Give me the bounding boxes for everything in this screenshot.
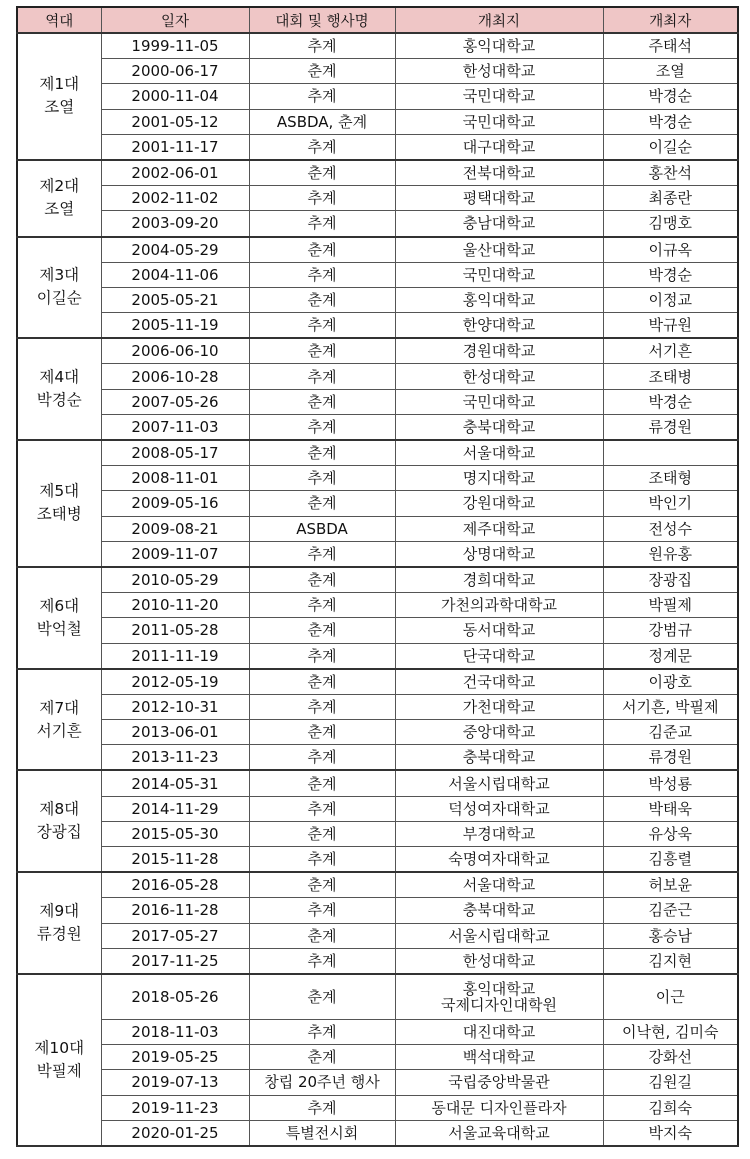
host-cell: 김준근 bbox=[603, 898, 738, 923]
date-cell: 2009-11-07 bbox=[101, 541, 249, 567]
venue-cell bbox=[395, 898, 603, 923]
venue-line: 서울교육대학교 bbox=[448, 1123, 550, 1142]
venue-line: 제주대학교 bbox=[462, 519, 536, 538]
event-cell: 추계 bbox=[249, 313, 395, 339]
venue-cell bbox=[395, 338, 603, 364]
venue-line: 울산대학교 bbox=[462, 240, 536, 259]
date-cell: 2019-07-13 bbox=[101, 1070, 249, 1095]
table-row bbox=[17, 948, 738, 974]
venue-line: 충북대학교 bbox=[462, 901, 536, 920]
era-number: 제6대 bbox=[39, 596, 80, 615]
host-cell: 조태병 bbox=[603, 364, 738, 389]
host-cell: 홍찬석 bbox=[603, 160, 738, 186]
table-row bbox=[17, 160, 738, 186]
event-cell: 추계 bbox=[249, 262, 395, 287]
venue-cell bbox=[395, 491, 603, 516]
venue-cell bbox=[395, 923, 603, 948]
venue-cell bbox=[395, 364, 603, 389]
venue-cell bbox=[395, 186, 603, 211]
date-cell: 2010-11-20 bbox=[101, 593, 249, 618]
era-cell bbox=[17, 237, 101, 339]
table-row bbox=[17, 821, 738, 846]
date-cell: 2012-05-19 bbox=[101, 669, 249, 695]
venue-cell bbox=[395, 541, 603, 567]
event-cell: 추계 bbox=[249, 134, 395, 160]
table-row bbox=[17, 872, 738, 898]
table-row bbox=[17, 669, 738, 695]
date-cell: 2019-05-25 bbox=[101, 1045, 249, 1070]
event-cell: 추계 bbox=[249, 948, 395, 974]
date-cell: 2017-11-25 bbox=[101, 948, 249, 974]
venue-cell bbox=[395, 796, 603, 821]
date-cell: 2005-05-21 bbox=[101, 287, 249, 312]
table-row bbox=[17, 847, 738, 873]
venue-cell bbox=[395, 948, 603, 974]
era-number: 제4대 bbox=[39, 368, 80, 387]
venue-line: 강원대학교 bbox=[462, 494, 536, 513]
date-cell: 2014-05-31 bbox=[101, 770, 249, 796]
date-cell: 2016-05-28 bbox=[101, 872, 249, 898]
era-president: 장광집 bbox=[36, 823, 82, 842]
era-cell bbox=[17, 669, 101, 771]
venue-line: 대진대학교 bbox=[462, 1023, 536, 1042]
date-cell: 2002-11-02 bbox=[101, 186, 249, 211]
venue-cell bbox=[395, 720, 603, 745]
era-president: 조태병 bbox=[36, 505, 82, 524]
host-cell: 서기흔 bbox=[603, 338, 738, 364]
event-cell: 춘계 bbox=[249, 974, 395, 1020]
table-row bbox=[17, 237, 738, 263]
date-cell: 2006-10-28 bbox=[101, 364, 249, 389]
table-row bbox=[17, 491, 738, 516]
date-cell: 2015-11-28 bbox=[101, 847, 249, 873]
era-number: 제1대 bbox=[39, 75, 80, 94]
host-cell: 이낙현, 김미숙 bbox=[603, 1019, 738, 1044]
event-cell: 특별전시회 bbox=[249, 1120, 395, 1146]
date-cell: 2007-11-03 bbox=[101, 414, 249, 440]
venue-cell bbox=[395, 770, 603, 796]
host-cell: 이규옥 bbox=[603, 237, 738, 263]
date-cell: 2015-05-30 bbox=[101, 821, 249, 846]
venue-cell bbox=[395, 84, 603, 109]
venue-line: 국립중앙박물관 bbox=[448, 1073, 550, 1092]
host-cell: 강화선 bbox=[603, 1045, 738, 1070]
venue-line: 명지대학교 bbox=[462, 469, 536, 488]
venue-line: 한성대학교 bbox=[462, 951, 536, 970]
era-cell bbox=[17, 33, 101, 160]
event-cell: 추계 bbox=[249, 84, 395, 109]
venue-line: 서울시립대학교 bbox=[448, 926, 550, 945]
venue-line: 충북대학교 bbox=[462, 748, 536, 767]
era-president: 박필제 bbox=[36, 1061, 82, 1080]
date-cell: 2012-10-31 bbox=[101, 694, 249, 719]
era-number: 제2대 bbox=[39, 177, 80, 196]
table-row bbox=[17, 516, 738, 541]
host-cell bbox=[603, 440, 738, 466]
venue-line: 건국대학교 bbox=[462, 672, 536, 691]
era-cell bbox=[17, 770, 101, 872]
table-row bbox=[17, 618, 738, 643]
date-cell: 2019-11-23 bbox=[101, 1095, 249, 1120]
host-cell: 이근 bbox=[603, 974, 738, 1020]
event-cell: 춘계 bbox=[249, 923, 395, 948]
venue-line: 홍익대학교 bbox=[462, 979, 536, 998]
venue-line: 동대문 디자인플라자 bbox=[431, 1098, 567, 1117]
host-cell: 박경순 bbox=[603, 84, 738, 109]
era-cell bbox=[17, 440, 101, 567]
header-host: 개최자 bbox=[603, 7, 738, 33]
header-venue: 개최지 bbox=[395, 7, 603, 33]
date-cell: 2001-11-17 bbox=[101, 134, 249, 160]
venue-cell bbox=[395, 745, 603, 771]
host-cell: 허보윤 bbox=[603, 872, 738, 898]
event-cell: 춘계 bbox=[249, 669, 395, 695]
era-number: 제8대 bbox=[39, 800, 80, 819]
table-row bbox=[17, 974, 738, 1020]
table-row bbox=[17, 567, 738, 593]
venue-line: 서울대학교 bbox=[462, 444, 536, 463]
venue-cell bbox=[395, 211, 603, 237]
host-cell: 김맹호 bbox=[603, 211, 738, 237]
host-cell: 이정교 bbox=[603, 287, 738, 312]
era-cell bbox=[17, 338, 101, 440]
event-cell: 춘계 bbox=[249, 567, 395, 593]
table-row bbox=[17, 440, 738, 466]
date-cell: 2002-06-01 bbox=[101, 160, 249, 186]
venue-line: 백석대학교 bbox=[462, 1048, 536, 1067]
host-cell: 박필제 bbox=[603, 593, 738, 618]
event-cell: 춘계 bbox=[249, 770, 395, 796]
event-cell: 창립 20주년 행사 bbox=[249, 1070, 395, 1095]
host-cell: 서기흔, 박필제 bbox=[603, 694, 738, 719]
venue-cell bbox=[395, 821, 603, 846]
date-cell: 2001-05-12 bbox=[101, 109, 249, 134]
venue-line: 가천의과학대학교 bbox=[441, 596, 557, 615]
venue-line: 전북대학교 bbox=[462, 164, 536, 183]
event-cell: 추계 bbox=[249, 593, 395, 618]
table-row bbox=[17, 59, 738, 84]
era-president: 조열 bbox=[44, 200, 75, 219]
venue-cell bbox=[395, 618, 603, 643]
host-cell: 이길순 bbox=[603, 134, 738, 160]
event-cell: 춘계 bbox=[249, 287, 395, 312]
event-cell: 추계 bbox=[249, 364, 395, 389]
venue-line: 한성대학교 bbox=[462, 62, 536, 81]
event-cell: 추계 bbox=[249, 1019, 395, 1044]
venue-cell bbox=[395, 593, 603, 618]
venue-line: 홍익대학교 bbox=[462, 290, 536, 309]
venue-cell bbox=[395, 160, 603, 186]
venue-cell bbox=[395, 847, 603, 873]
venue-cell bbox=[395, 567, 603, 593]
table-row bbox=[17, 1120, 738, 1146]
era-cell bbox=[17, 872, 101, 974]
event-cell: 추계 bbox=[249, 898, 395, 923]
venue-line: 국민대학교 bbox=[462, 265, 536, 284]
date-cell: 1999-11-05 bbox=[101, 33, 249, 59]
venue-cell bbox=[395, 33, 603, 59]
host-cell: 김흥렬 bbox=[603, 847, 738, 873]
venue-cell bbox=[395, 872, 603, 898]
date-cell: 2006-06-10 bbox=[101, 338, 249, 364]
date-cell: 2018-11-03 bbox=[101, 1019, 249, 1044]
host-cell: 장광집 bbox=[603, 567, 738, 593]
era-cell bbox=[17, 160, 101, 237]
table-row bbox=[17, 84, 738, 109]
date-cell: 2004-11-06 bbox=[101, 262, 249, 287]
event-cell: 추계 bbox=[249, 847, 395, 873]
venue-line: 단국대학교 bbox=[462, 646, 536, 665]
event-cell: 춘계 bbox=[249, 1045, 395, 1070]
venue-cell bbox=[395, 440, 603, 466]
venue-line: 국제디자인대학원 bbox=[441, 995, 557, 1014]
venue-line: 가천대학교 bbox=[462, 697, 536, 716]
table-row bbox=[17, 694, 738, 719]
era-president: 박경순 bbox=[36, 391, 82, 410]
date-cell: 2010-05-29 bbox=[101, 567, 249, 593]
event-cell: 추계 bbox=[249, 796, 395, 821]
venue-line: 서울대학교 bbox=[462, 876, 536, 895]
host-cell: 최종란 bbox=[603, 186, 738, 211]
venue-cell bbox=[395, 109, 603, 134]
event-cell: 춘계 bbox=[249, 338, 395, 364]
table-row bbox=[17, 720, 738, 745]
table-row bbox=[17, 770, 738, 796]
header-row bbox=[17, 7, 738, 33]
table-row bbox=[17, 287, 738, 312]
era-president: 조열 bbox=[44, 98, 75, 117]
table-row bbox=[17, 541, 738, 567]
host-cell: 박인기 bbox=[603, 491, 738, 516]
host-cell: 유상욱 bbox=[603, 821, 738, 846]
era-cell bbox=[17, 567, 101, 669]
venue-line: 홍익대학교 bbox=[462, 37, 536, 56]
venue-cell bbox=[395, 1120, 603, 1146]
host-cell: 정계문 bbox=[603, 643, 738, 669]
era-number: 제7대 bbox=[39, 698, 80, 717]
venue-cell bbox=[395, 1019, 603, 1044]
table-row bbox=[17, 134, 738, 160]
host-cell: 조태형 bbox=[603, 466, 738, 491]
table-body bbox=[17, 33, 738, 1146]
venue-line: 경원대학교 bbox=[462, 342, 536, 361]
event-cell: 추계 bbox=[249, 643, 395, 669]
event-cell: 춘계 bbox=[249, 491, 395, 516]
table-row bbox=[17, 186, 738, 211]
host-cell: 전성수 bbox=[603, 516, 738, 541]
date-cell: 2017-05-27 bbox=[101, 923, 249, 948]
host-cell: 조열 bbox=[603, 59, 738, 84]
venue-line: 한성대학교 bbox=[462, 367, 536, 386]
date-cell: 2005-11-19 bbox=[101, 313, 249, 339]
venue-cell bbox=[395, 134, 603, 160]
host-cell: 김희숙 bbox=[603, 1095, 738, 1120]
event-cell: ASBDA bbox=[249, 516, 395, 541]
era-number: 제3대 bbox=[39, 266, 80, 285]
table-row bbox=[17, 364, 738, 389]
host-cell: 강범규 bbox=[603, 618, 738, 643]
event-cell: 춘계 bbox=[249, 821, 395, 846]
venue-cell bbox=[395, 669, 603, 695]
venue-cell bbox=[395, 974, 603, 1020]
history-table bbox=[16, 6, 739, 1147]
venue-cell bbox=[395, 1070, 603, 1095]
date-cell: 2013-11-23 bbox=[101, 745, 249, 771]
event-cell: 춘계 bbox=[249, 160, 395, 186]
venue-line: 국민대학교 bbox=[462, 112, 536, 131]
table-row bbox=[17, 1095, 738, 1120]
era-number: 제10대 bbox=[34, 1038, 85, 1057]
venue-line: 상명대학교 bbox=[462, 544, 536, 563]
venue-cell bbox=[395, 466, 603, 491]
host-cell: 박경순 bbox=[603, 109, 738, 134]
event-cell: 추계 bbox=[249, 414, 395, 440]
venue-line: 서울시립대학교 bbox=[448, 774, 550, 793]
host-cell: 박지숙 bbox=[603, 1120, 738, 1146]
table-row bbox=[17, 593, 738, 618]
table-row bbox=[17, 466, 738, 491]
venue-line: 한양대학교 bbox=[462, 316, 536, 335]
venue-cell bbox=[395, 1045, 603, 1070]
venue-cell bbox=[395, 287, 603, 312]
host-cell: 김지현 bbox=[603, 948, 738, 974]
table-row bbox=[17, 923, 738, 948]
event-cell: 추계 bbox=[249, 745, 395, 771]
venue-line: 충남대학교 bbox=[462, 214, 536, 233]
host-cell: 홍승남 bbox=[603, 923, 738, 948]
date-cell: 2004-05-29 bbox=[101, 237, 249, 263]
host-cell: 이광호 bbox=[603, 669, 738, 695]
table-row bbox=[17, 338, 738, 364]
host-cell: 박경순 bbox=[603, 262, 738, 287]
date-cell: 2014-11-29 bbox=[101, 796, 249, 821]
date-cell: 2009-08-21 bbox=[101, 516, 249, 541]
venue-cell bbox=[395, 643, 603, 669]
venue-cell bbox=[395, 1095, 603, 1120]
era-president: 이길순 bbox=[36, 289, 82, 308]
header-event: 대회 및 행사명 bbox=[249, 7, 395, 33]
venue-line: 덕성여자대학교 bbox=[448, 799, 550, 818]
host-cell: 김준교 bbox=[603, 720, 738, 745]
table-row bbox=[17, 211, 738, 237]
venue-line: 평택대학교 bbox=[462, 189, 536, 208]
host-cell: 원유홍 bbox=[603, 541, 738, 567]
venue-line: 숙명여자대학교 bbox=[448, 850, 550, 869]
date-cell: 2008-05-17 bbox=[101, 440, 249, 466]
host-cell: 류경원 bbox=[603, 745, 738, 771]
event-cell: 춘계 bbox=[249, 618, 395, 643]
table-row bbox=[17, 745, 738, 771]
date-cell: 2000-06-17 bbox=[101, 59, 249, 84]
host-cell: 김원길 bbox=[603, 1070, 738, 1095]
date-cell: 2013-06-01 bbox=[101, 720, 249, 745]
event-cell: 춘계 bbox=[249, 440, 395, 466]
date-cell: 2003-09-20 bbox=[101, 211, 249, 237]
event-cell: 추계 bbox=[249, 211, 395, 237]
table-row bbox=[17, 414, 738, 440]
event-cell: 추계 bbox=[249, 1095, 395, 1120]
date-cell: 2009-05-16 bbox=[101, 491, 249, 516]
era-president: 류경원 bbox=[36, 925, 82, 944]
table-row bbox=[17, 1070, 738, 1095]
event-cell: ASBDA, 춘계 bbox=[249, 109, 395, 134]
date-cell: 2000-11-04 bbox=[101, 84, 249, 109]
venue-line: 충북대학교 bbox=[462, 417, 536, 436]
venue-line: 국민대학교 bbox=[462, 87, 536, 106]
venue-cell bbox=[395, 389, 603, 414]
era-number: 제5대 bbox=[39, 482, 80, 501]
host-cell: 류경원 bbox=[603, 414, 738, 440]
event-cell: 추계 bbox=[249, 541, 395, 567]
event-cell: 추계 bbox=[249, 33, 395, 59]
date-cell: 2011-05-28 bbox=[101, 618, 249, 643]
venue-line: 대구대학교 bbox=[462, 137, 536, 156]
table-row bbox=[17, 643, 738, 669]
event-cell: 춘계 bbox=[249, 237, 395, 263]
host-cell: 박규원 bbox=[603, 313, 738, 339]
event-cell: 춘계 bbox=[249, 59, 395, 84]
table-row bbox=[17, 796, 738, 821]
venue-cell bbox=[395, 414, 603, 440]
venue-cell bbox=[395, 516, 603, 541]
host-cell: 박경순 bbox=[603, 389, 738, 414]
venue-line: 경희대학교 bbox=[462, 571, 536, 590]
venue-cell bbox=[395, 694, 603, 719]
event-cell: 춘계 bbox=[249, 389, 395, 414]
table-row bbox=[17, 262, 738, 287]
host-cell: 주태석 bbox=[603, 33, 738, 59]
event-cell: 추계 bbox=[249, 466, 395, 491]
header-date: 일자 bbox=[101, 7, 249, 33]
date-cell: 2016-11-28 bbox=[101, 898, 249, 923]
host-cell: 박태욱 bbox=[603, 796, 738, 821]
table-row bbox=[17, 33, 738, 59]
table-row bbox=[17, 1045, 738, 1070]
event-cell: 춘계 bbox=[249, 720, 395, 745]
date-cell: 2007-05-26 bbox=[101, 389, 249, 414]
table-row bbox=[17, 313, 738, 339]
era-president: 서기흔 bbox=[36, 721, 82, 740]
table-row bbox=[17, 1019, 738, 1044]
venue-cell bbox=[395, 59, 603, 84]
venue-line: 동서대학교 bbox=[462, 621, 536, 640]
date-cell: 2011-11-19 bbox=[101, 643, 249, 669]
event-cell: 추계 bbox=[249, 186, 395, 211]
venue-cell bbox=[395, 262, 603, 287]
venue-line: 중앙대학교 bbox=[462, 723, 536, 742]
header-era: 역대 bbox=[17, 7, 101, 33]
table-row bbox=[17, 389, 738, 414]
table-row bbox=[17, 109, 738, 134]
date-cell: 2008-11-01 bbox=[101, 466, 249, 491]
venue-line: 국민대학교 bbox=[462, 392, 536, 411]
date-cell: 2018-05-26 bbox=[101, 974, 249, 1020]
era-cell bbox=[17, 974, 101, 1146]
era-number: 제9대 bbox=[39, 902, 80, 921]
table-row bbox=[17, 898, 738, 923]
venue-line: 부경대학교 bbox=[462, 824, 536, 843]
event-cell: 춘계 bbox=[249, 872, 395, 898]
era-president: 박억철 bbox=[36, 619, 82, 638]
venue-cell bbox=[395, 237, 603, 263]
event-cell: 추계 bbox=[249, 694, 395, 719]
date-cell: 2020-01-25 bbox=[101, 1120, 249, 1146]
venue-cell bbox=[395, 313, 603, 339]
host-cell: 박성룡 bbox=[603, 770, 738, 796]
